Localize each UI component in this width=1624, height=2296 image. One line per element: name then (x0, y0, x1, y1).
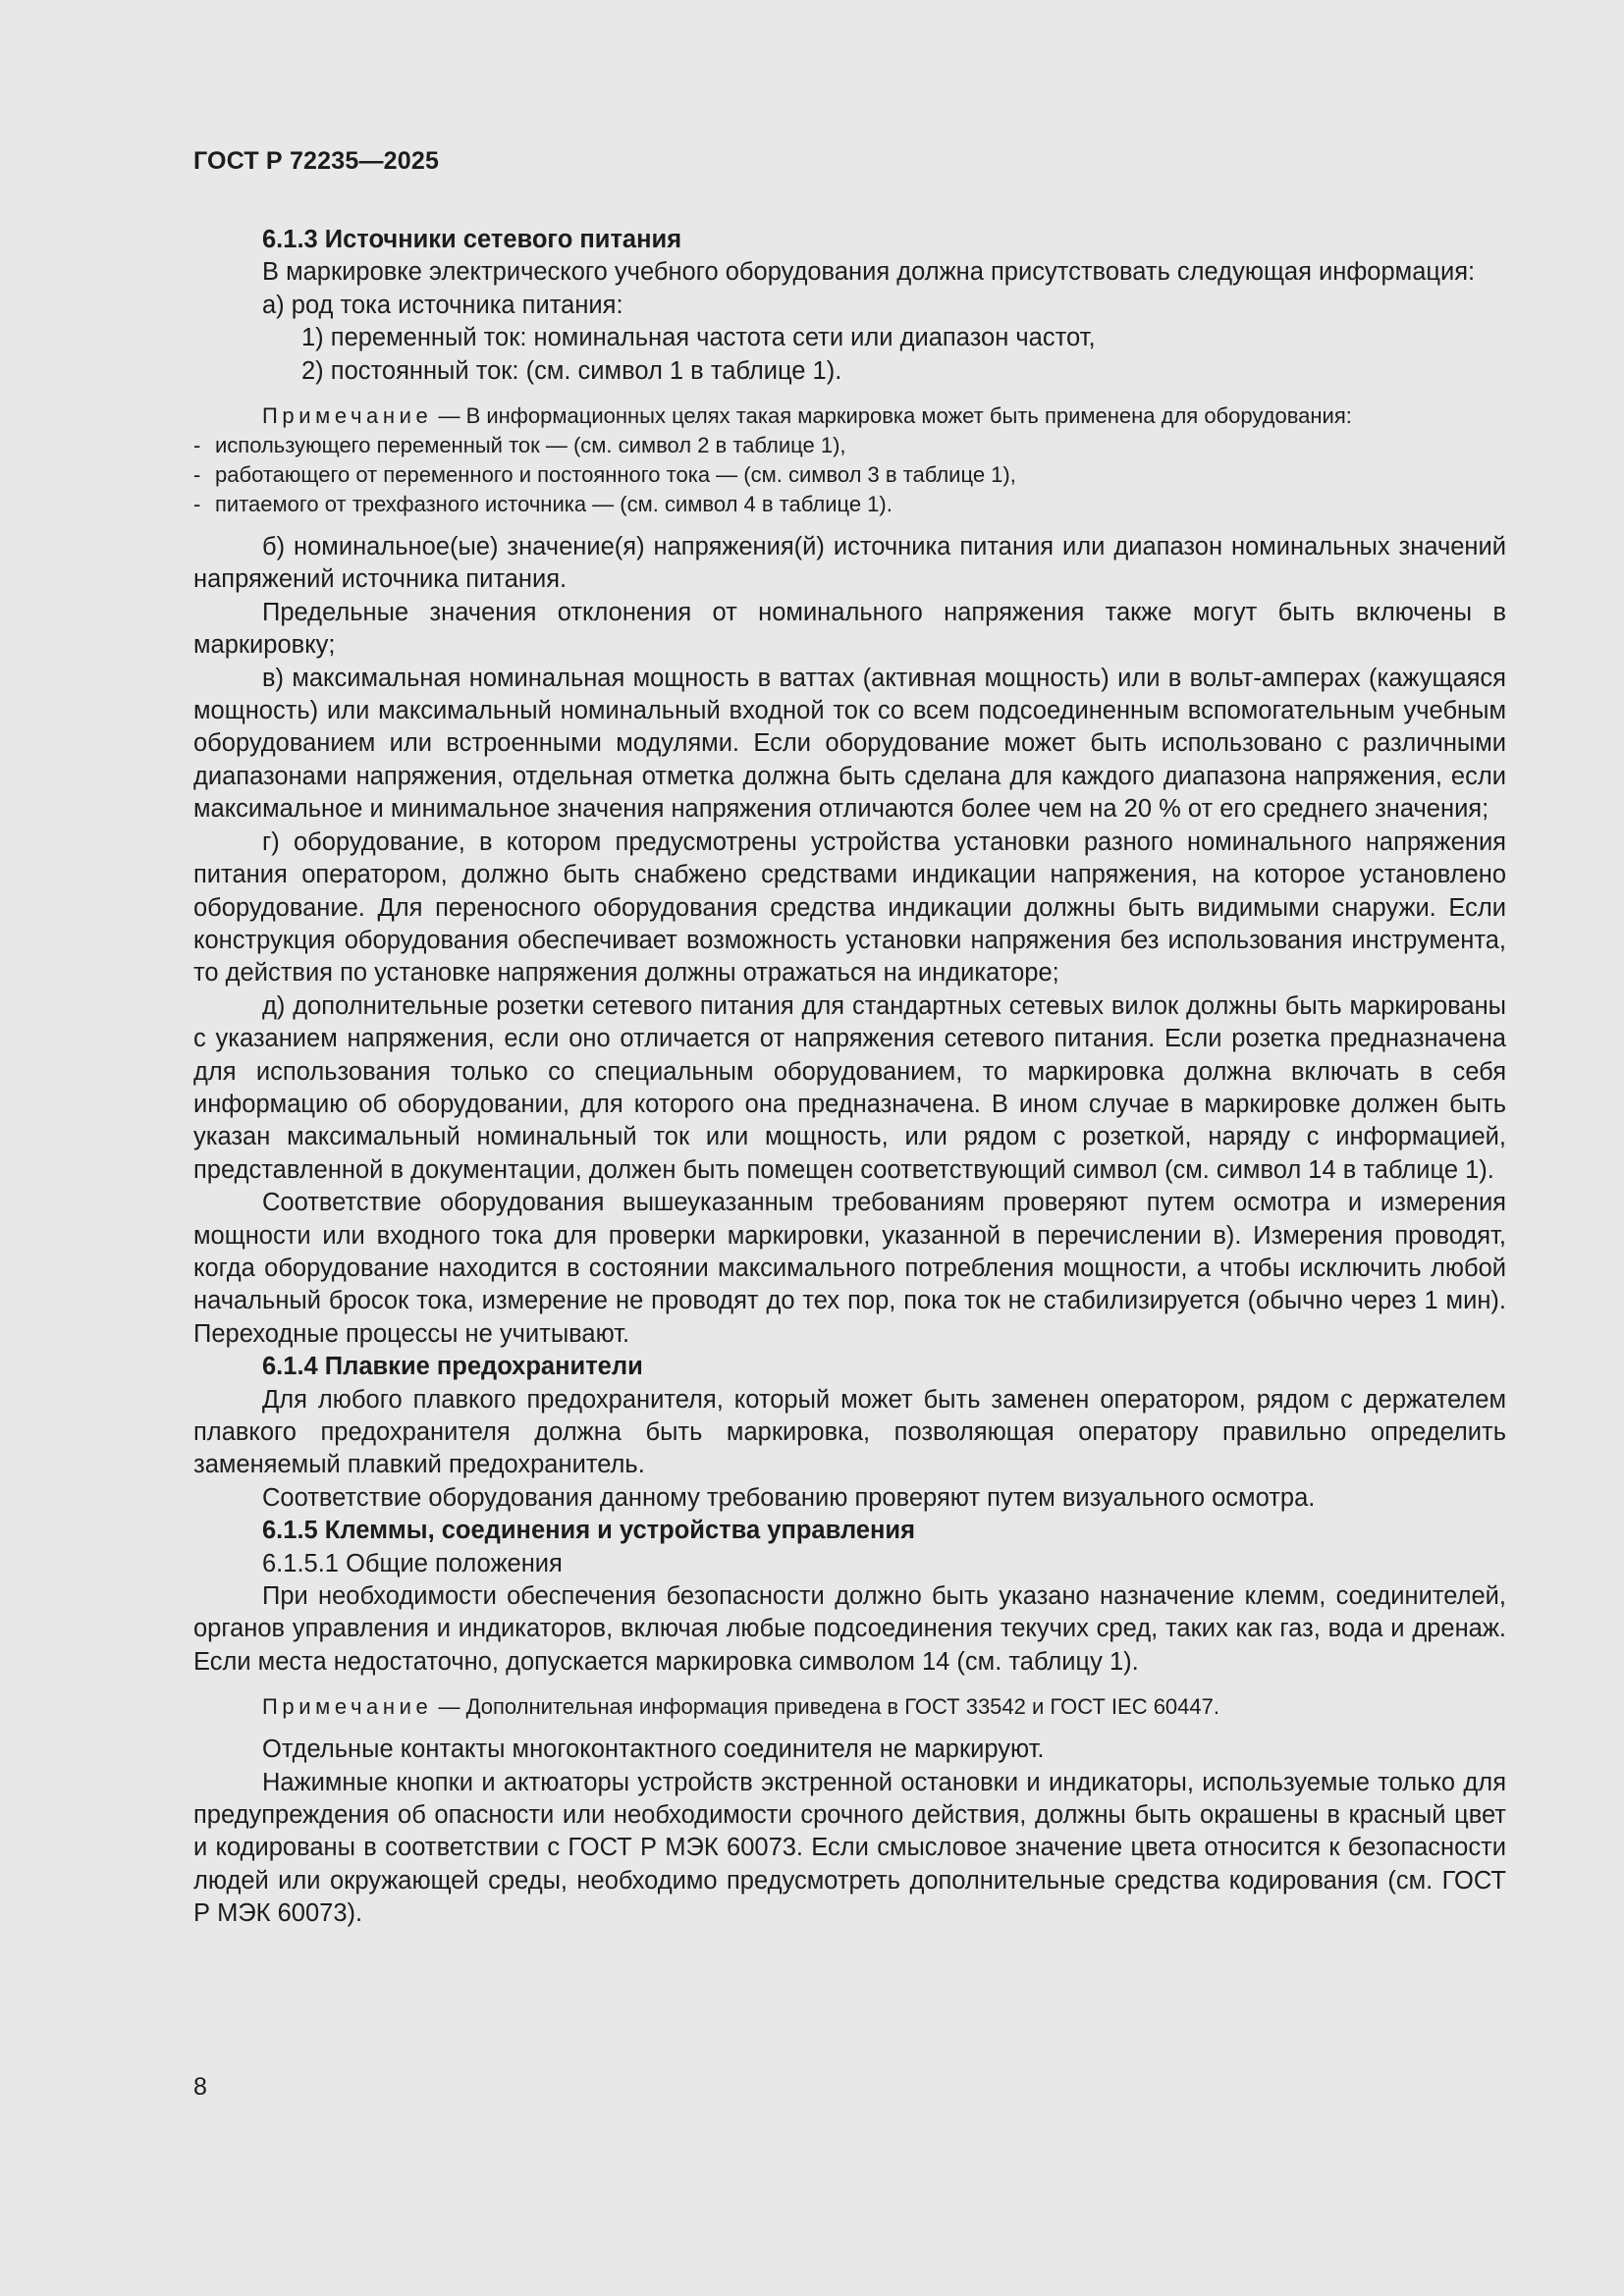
paragraph-voltage-limits: Предельные значения отклонения от номинального напряжения также могут быть включены в маркировку; (193, 598, 1506, 660)
note-first-line (193, 1692, 1506, 1722)
note-block-power (193, 401, 1506, 519)
page-number: 8 (193, 2073, 207, 2101)
list-item-a: а) род тока источника питания: (262, 291, 623, 319)
note-first-line (193, 401, 1506, 431)
dash-marker: - (193, 433, 201, 458)
document-number-header: ГОСТ Р 72235—2025 (193, 147, 440, 175)
dash-marker: - (193, 462, 201, 488)
paragraph-contacts: Отдельные контакты многоконтактного соединителя не маркируют. (262, 1735, 1045, 1764)
list-item-d: д) дополнительные розетки сетевого питания для стандартных сетевых вилок должны быть маркированы с указанием напряжения, если оно отличается от напряжения сетевого питания. Если розетка предназначена для использования только со специальным оборудованием, то маркировка должна включать в себя информацию об оборудовании, для которого она предназначена. В ином случае в маркировке должен быть указан максимальный номинальный ток или мощность, или рядом с розеткой, наряду с информацией, представленной в документации, должен быть помещен соответствующий символ (см. символ 14 в таблице 1). (193, 991, 1506, 1184)
note-label: Примечание (262, 403, 433, 429)
dash-marker: - (193, 492, 201, 517)
note-list-item-text: использующего переменный ток — (см. символ 2 в таблице 1), (215, 433, 846, 458)
note-text: — В информационных целях такая маркировка может быть применена для оборудования: (432, 403, 1352, 429)
paragraph-intro: В маркировке электрического учебного оборудования должна присутствовать следующая информация: (262, 258, 1476, 287)
paragraph-emergency-buttons: Нажимные кнопки и актюаторы устройств экстренной остановки и индикаторы, используемые только для предупреждения об опасности или необходимости срочного действия, должны быть окрашены в красный цвет и кодированы в соответствии с ГОСТ Р МЭК 60073. Если смысловое значение цвета относится к безопасности людей или окружающей среды, необходимо предусмотреть дополнительные средства кодирования (см. ГОСТ Р МЭК 60073). (193, 1768, 1506, 1928)
document-body (193, 224, 1506, 1931)
note-text: — Дополнительная информация приведена в ГОСТ 33542 и ГОСТ IEC 60447. (432, 1694, 1219, 1720)
note-list-item-text: работающего от переменного и постоянного тока — (см. символ 3 в таблице 1), (215, 462, 1016, 488)
paragraph-terminals: При необходимости обеспечения безопасности должно быть указано назначение клемм, соединителей, органов управления и индикаторов, включая любые подсоединения текучих сред, таких как газ, вода и дренаж. Если места недостаточно, допускается маркировка символом 14 (см. таблицу 1). (193, 1582, 1506, 1676)
note-block-terminals (193, 1692, 1506, 1722)
section-heading-6-1-4: 6.1.4 Плавкие предохранители (262, 1353, 643, 1381)
list-item-2: 2) постоянный ток: (см. символ 1 в таблице 1). (301, 356, 842, 385)
list-item-b: б) номинальное(ые) значение(я) напряжения(й) источника питания или диапазон номинальных значений напряжений источника питания. (193, 533, 1506, 594)
note-list-item (193, 490, 1506, 519)
note-list-item-text: питаемого от трехфазного источника — (см. символ 4 в таблице 1). (215, 492, 893, 517)
paragraph-conformity-fuses: Соответствие оборудования данному требованию проверяют путем визуального осмотра. (262, 1483, 1316, 1512)
section-heading-6-1-5: 6.1.5 Клеммы, соединения и устройства управления (262, 1517, 915, 1545)
list-item-g: г) оборудование, в котором предусмотрены устройства установки разного номинального напряжения питания оператором, должно быть снабжено средствами индикации напряжения, на которое установлено оборудование. Для переносного оборудования средства индикации должны быть видимыми снаружи. Если конструкция оборудования обеспечивает возможность установки напряжения без использования инструмента, то действия по установке напряжения должны отражаться на индикаторе; (193, 828, 1506, 988)
paragraph-fuses: Для любого плавкого предохранителя, который может быть заменен оператором, рядом с держателем плавкого предохранителя должна быть маркировка, позволяющая оператору правильно определить заменяемый плавкий предохранитель. (193, 1385, 1506, 1479)
note-list-item (193, 460, 1506, 490)
subsection-heading-6-1-5-1: 6.1.5.1 Общие положения (262, 1549, 563, 1577)
note-label: Примечание (262, 1694, 433, 1720)
paragraph-conformity-power: Соответствие оборудования вышеуказанным требованиям проверяют путем осмотра и измерения мощности или входного тока для проверки маркировки, указанной в перечислении в). Измерения проводят, когда оборудование находится в состоянии максимального потребления мощности, а чтобы исключить любой начальный бросок тока, измерение не проводят до тех пор, пока ток не стабилизируется (обычно через 1 мин). Переходные процессы не учитывают. (193, 1189, 1506, 1348)
list-item-v: в) максимальная номинальная мощность в ваттах (активная мощность) или в вольт-амперах (кажущаяся мощность) или максимальный номинальный входной ток со всем подсоединенным вспомогательным учебным оборудованием или встроенными модулями. Если оборудование может быть использовано с различными диапазонами напряжения, отдельная отметка должна быть сделана для каждого диапазона напряжения, если максимальное и минимальное значения напряжения отличаются более чем на 20 % от его среднего значения; (193, 664, 1506, 824)
list-item-1: 1) переменный ток: номинальная частота сети или диапазон частот, (301, 324, 1096, 352)
note-list-item (193, 431, 1506, 460)
section-heading-6-1-3: 6.1.3 Источники сетевого питания (262, 226, 682, 253)
